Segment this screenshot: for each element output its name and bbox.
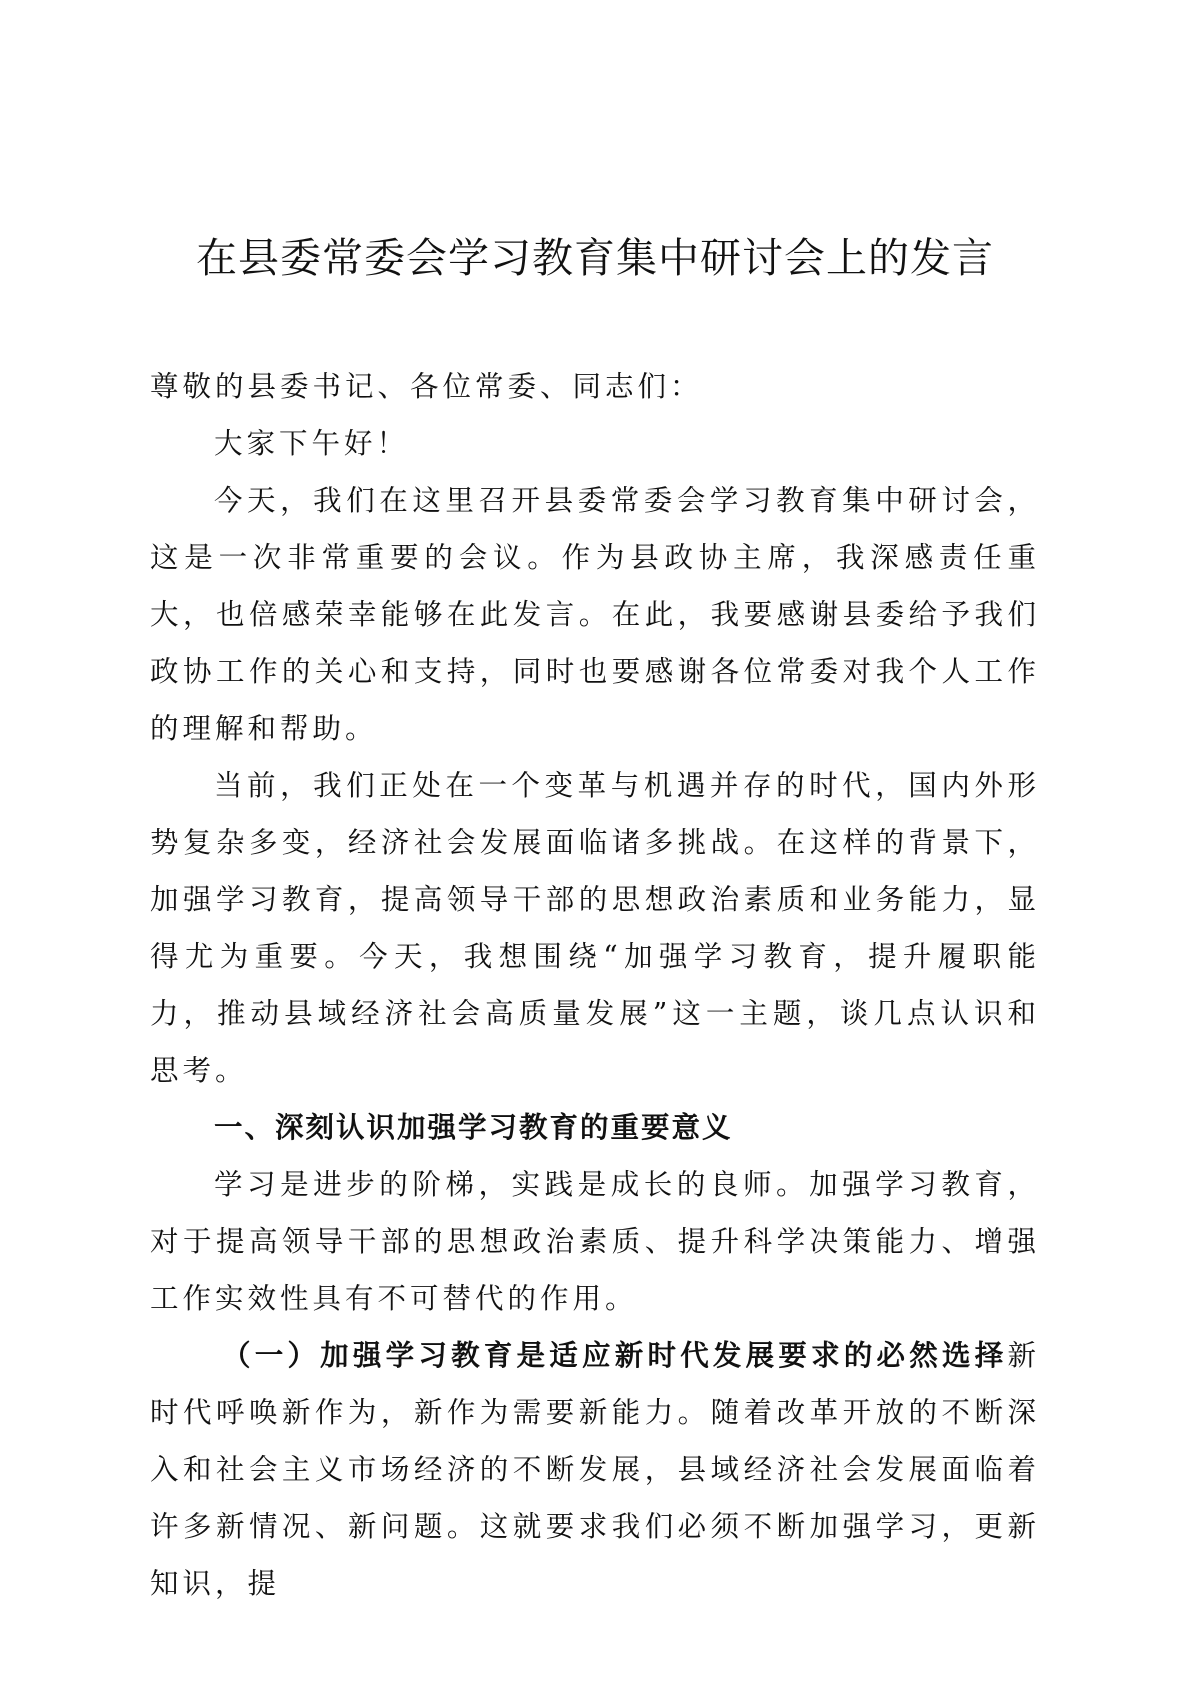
greeting: 大家下午好！	[214, 427, 410, 460]
subsection-lead: （一）加强学习教育是适应新时代发展要求的必然选择	[222, 1338, 1008, 1372]
paragraph-context: 当前，我们正处在一个变革与机遇并存的时代，国内外形势复杂多变，经济社会发展面临诸多挑战。在这样的背景下，加强学习教育，提高领导干部的思想政治素质和业务能力，显得尤为重要。今天，我想围绕“加强学习教育，提升履职能力，推动县域经济社会高质量发展”这一主题，谈几点认识和思考。	[150, 769, 1040, 1087]
section-heading: 一、深刻认识加强学习教育的重要意义	[214, 1111, 733, 1144]
section-intro: 学习是进步的阶梯，实践是成长的良师。加强学习教育，对于提高领导干部的思想政治素质、提升科学决策能力、增强工作实效性具有不可替代的作用。	[150, 1168, 1040, 1315]
subsection-paragraph	[150, 1327, 1040, 1612]
document-title: 在县委常委会学习教育集中研讨会上的发言	[196, 234, 994, 282]
paragraph-opening: 今天，我们在这里召开县委常委会学习教育集中研讨会，这是一次非常重要的会议。作为县政协主席，我深感责任重大，也倍感荣幸能够在此发言。在此，我要感谢县委给予我们政协工作的关心和支持，同时也要感谢各位常委对我个人工作的理解和帮助。	[150, 484, 1040, 745]
document-body	[150, 358, 1040, 1612]
salutation: 尊敬的县委书记、各位常委、同志们：	[150, 370, 703, 403]
subsection-body: 新时代呼唤新作为，新作为需要新能力。随着改革开放的不断深入和社会主义市场经济的不断发展，县域经济社会发展面临着许多新情况、新问题。这就要求我们必须不断加强学习，更新知识，提	[150, 1339, 1040, 1600]
